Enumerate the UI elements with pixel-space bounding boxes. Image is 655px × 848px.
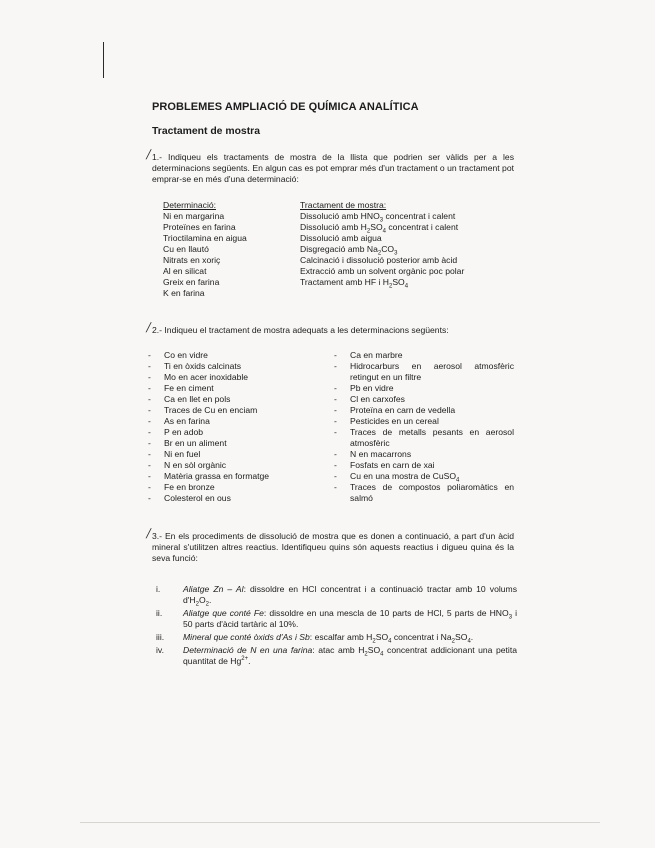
handwritten-tick-icon: ∕ xyxy=(147,145,151,163)
problem-2-number: ∕ 2.- xyxy=(147,318,163,336)
list-item: - N en sòl orgànic xyxy=(148,460,227,470)
determination-item: Trioctilamina en aigua xyxy=(163,233,247,243)
list-item: - Ni en fuel xyxy=(148,449,201,459)
list-item: - Hidrocarburs en aerosol atmosfèric retingut en un filtre xyxy=(334,361,514,382)
treatments-header: Tractament de mostra: xyxy=(300,200,387,210)
list-item: - N en macarrons xyxy=(334,449,412,459)
list-item: - P en adob xyxy=(148,427,204,437)
page-title: PROBLEMES AMPLIACIÓ DE QUÍMICA ANALÍTICA xyxy=(152,101,419,113)
scan-edge-line xyxy=(80,822,600,823)
treatment-item: Calcinació i dissolució posterior amb àcid xyxy=(300,255,458,265)
list-item: - Cu en una mostra de CuSO$_4$ xyxy=(334,471,460,484)
treatments-column xyxy=(300,200,464,288)
determinations-header: Determinació: xyxy=(163,200,217,210)
determination-item: Greix en farina xyxy=(163,277,220,287)
problem-2-text: Indiqueu el tractament de mostra adequats a les determinacions següents: xyxy=(164,325,449,335)
list-item: - Matèria grassa en formatge xyxy=(148,471,270,481)
determination-item: Ni en margarina xyxy=(163,211,225,221)
determination-item: Proteïnes en farina xyxy=(163,222,236,232)
determinations-column xyxy=(163,200,247,299)
problem-2-statement xyxy=(147,318,514,336)
problem-1-statement xyxy=(147,145,514,185)
problem-3-number: ∕ 3.- xyxy=(147,524,163,542)
problem-1-number: ∕ 1.- xyxy=(147,145,163,163)
list-item: - Pesticides en un cereal xyxy=(334,416,439,426)
treatment-item: Tractament amb HF i $H_2SO_4$ xyxy=(300,277,409,290)
list-item: - Fe en ciment xyxy=(148,383,214,393)
list-item: - Ca en llet en pols xyxy=(148,394,231,404)
treatment-item: Disgregació amb $Na_2CO_3$ xyxy=(300,244,398,257)
problem-1-text: Indiqueu els tractaments de mostra de la llista que podrien ser vàlids per a les determinacions següents. En algun cas es pot emprar més d'un tractament o un tractament pot emprar-se en més d'una determinació: xyxy=(152,152,514,184)
treatment-item: Dissolució amb $HNO_3$ concentrat i calent xyxy=(300,211,456,224)
list-item: - Colesterol en ous xyxy=(148,493,231,503)
list-item: - Mo en acer inoxidable xyxy=(148,372,249,382)
problem-2-column-a xyxy=(148,350,328,504)
list-item: - As en farina xyxy=(148,416,210,426)
list-item: ii. Aliatge que conté Fe: dissoldre en una mescla de 10 parts de HCl, 5 parts de $HNO_3$ i 50 parts d'àcid tartàric al 10%. xyxy=(156,608,518,629)
problem-2-column-b xyxy=(334,350,514,504)
determination-item: Nitrats en xoriç xyxy=(163,255,221,265)
handwritten-tick-icon: ∕ xyxy=(147,524,151,542)
problem-3-text: En els procediments de dissolució de mostra que es donen a continuació, a part d'un àcid mineral s'utilitzen altres reactius. Identifiqueu quins són aquests reactius i digueu quina és la seva funció: xyxy=(152,531,514,563)
list-item: iv. Determinació de N en una farina: atac amb $H_2SO_4$ concentrat addicionant una petita quantitat de $Hg^{2+}$. xyxy=(156,645,517,666)
list-item: - Br en un aliment xyxy=(148,438,227,448)
problem-3-list xyxy=(152,584,517,669)
list-item: - Pb en vidre xyxy=(334,383,394,393)
section-title: Tractament de mostra xyxy=(152,126,260,137)
list-item: - Fe en bronze xyxy=(148,482,215,492)
determination-item: Al en silicat xyxy=(163,266,207,276)
handwritten-tick-icon: ∕ xyxy=(147,318,151,336)
list-item: i. Aliatge Zn – Al: dissoldre en HCl concentrat i a continuació tractar amb 10 volums $d'H_2O_2$. xyxy=(156,584,517,608)
treatment-item: Dissolució amb $H_2SO_4$ concentrat i calent xyxy=(300,222,459,235)
list-item: - Co en vidre xyxy=(148,350,208,360)
list-item: - Ti en òxids calcinats xyxy=(148,361,242,371)
list-item: - Ca en marbre xyxy=(334,350,403,360)
list-item: - Traces de metalls pesants en aerosol atmosfèric xyxy=(334,427,514,448)
determination-item: K en farina xyxy=(163,288,205,298)
treatment-item: Dissolució amb aigua xyxy=(300,233,382,243)
treatment-item: Extracció amb un solvent orgànic poc polar xyxy=(300,266,465,276)
list-item: - Traces de Cu en enciam xyxy=(148,405,258,415)
margin-pen-mark xyxy=(103,42,104,78)
list-item: - Traces de compostos poliaromàtics en salmó xyxy=(334,482,514,503)
list-item: - Fosfats en carn de xai xyxy=(334,460,435,470)
list-item: - Cl en carxofes xyxy=(334,394,405,404)
list-item: iii. Mineral que conté òxids d'As i Sb: escalfar amb $H_2SO_4$ concentrat i $Na_2SO_4$. xyxy=(156,632,474,645)
problem-3-statement xyxy=(147,524,514,564)
list-item: - Proteïna en carn de vedella xyxy=(334,405,456,415)
determination-item: Cu en llautó xyxy=(163,244,209,254)
